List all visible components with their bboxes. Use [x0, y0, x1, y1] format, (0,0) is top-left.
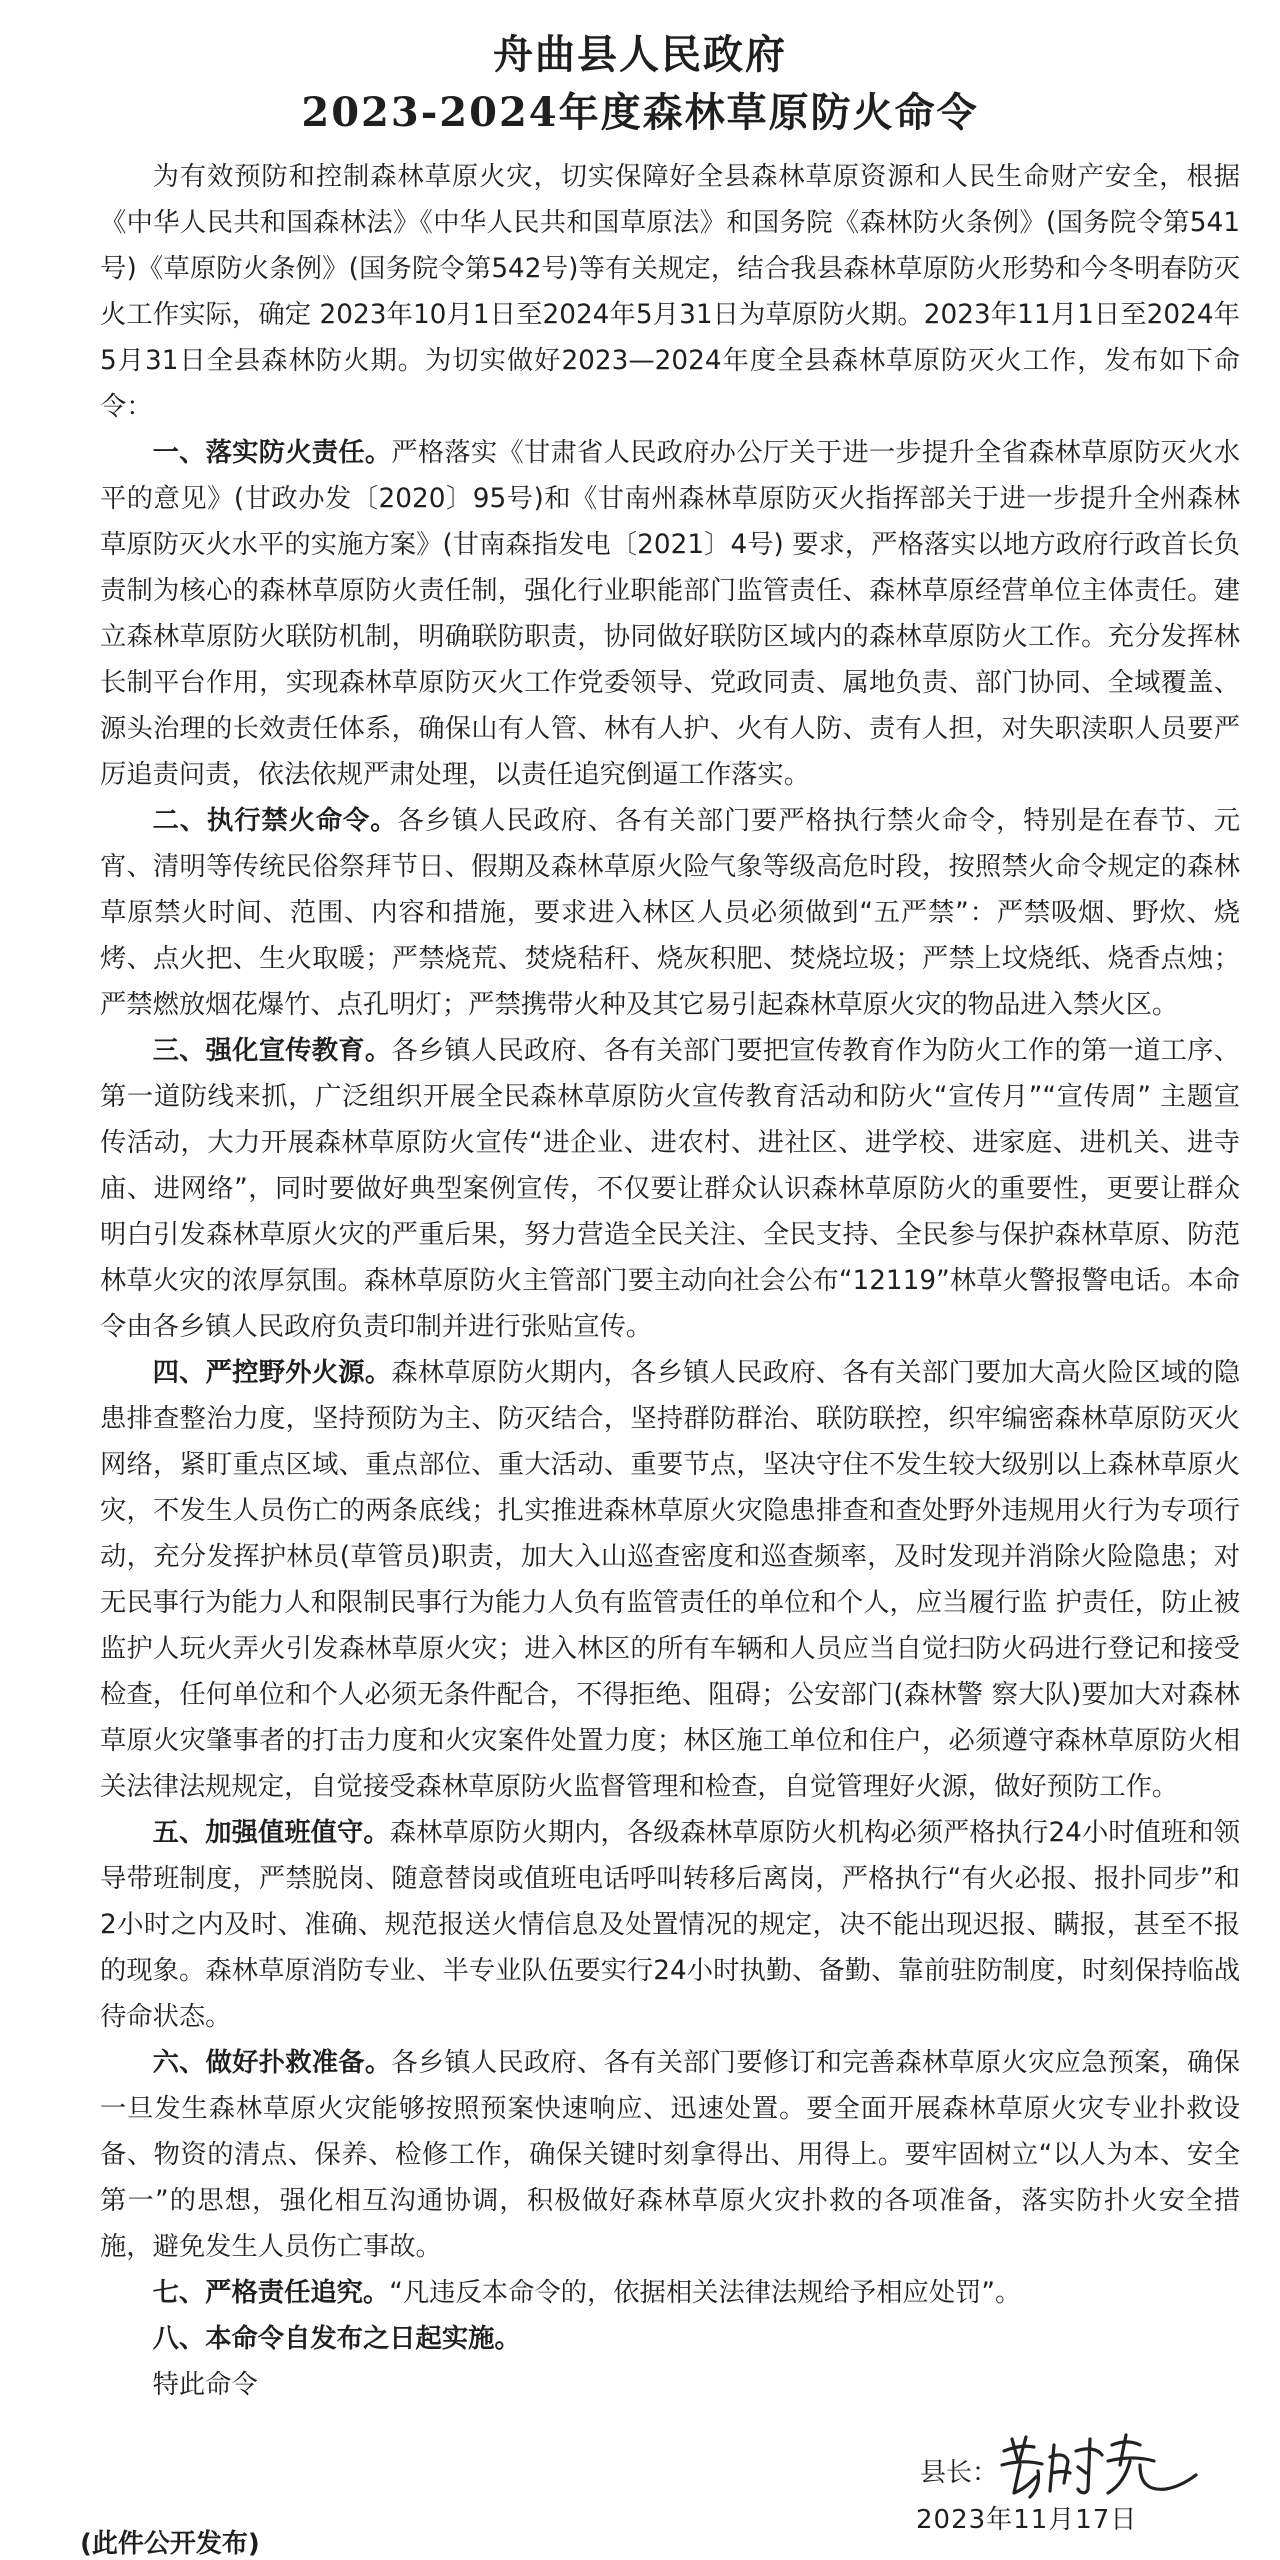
section-heading: 四、严控野外火源。 [152, 1358, 392, 1388]
section-paragraph [100, 2040, 1240, 2270]
section-heading: 一、落实防火责任。 [152, 438, 392, 468]
section-heading: 八、本命令自发布之日起实施。 [152, 2324, 521, 2354]
publish-note: (此件公开发布) [80, 2529, 260, 2559]
section-text: “凡违反本命令的，依据相关法律法规给予相应处罚”。 [389, 2278, 1022, 2308]
section-text: 森林草原防火期内，各级森林草原防火机构必须严格执行24小时值班和领导带班制度，严禁脱岗、随意替岗或值班电话呼叫转移后离岗，严格执行“有火必报、报扑同步”和2小时之内及时、准确、规范报送火情信息及处置情况的规定，决不能出现迟报、瞒报，甚至不报的现象。森林草原消防专业、半专业队伍要实行24小时执勤、备勤、靠前驻防制度，时刻保持临战待命状态。 [100, 1818, 1240, 2032]
section-text: 森林草原防火期内，各乡镇人民政府、各有关部门要加大高火险区域的隐患排查整治力度，坚持预防为主、防灭结合，坚持群防群治、联防联控，织牢编密森林草原防灭火网络，紧盯重点区域、重点部位、重大活动、重要节点，坚决守住不发生较大级别以上森林草原火灾，不发生人员伤亡的两条底线；扎实推进森林草原火灾隐患排查和查处野外违规用火行为专项行动，充分发挥护林员(草管员)职责，加大入山巡查密度和巡查频率，及时发现并消除火险隐患；对无民事行为能力人和限制民事行为能力人负有监管责任的单位和个人，应当履行监 护责任，防止被监护人玩火弄火引发森林草原火灾；进入林区的所有车辆和人员应当自觉扫防火码进行登记和接受检查，任何单位和个人必须无条件配合，不得拒绝、阻碍；公安部门(森林警 察大队)要加大对森林草原火灾肇事者的打击力度和火灾案件处置力度；林区施工单位和住户，必须遵守森林草原防火相关法律法规规定，自觉接受森林草原防火监督管理和检查，自觉管理好火源，做好预防工作。 [100, 1358, 1240, 1802]
issuer-title: 舟曲县人民政府 [493, 31, 787, 78]
signature-block [900, 2435, 1260, 2505]
section-paragraph [100, 2270, 1240, 2316]
section-heading: 二、执行禁火命令。 [152, 806, 398, 836]
section-paragraph [100, 1350, 1240, 1810]
section-paragraph [100, 2316, 1240, 2362]
intro-paragraph: 为有效预防和控制森林草原火灾，切实保障好全县森林草原资源和人民生命财产安全，根据《中华人民共和国森林法》《中华人民共和国草原法》和国务院《森林防火条例》(国务院令第541号)《草原防火条例》(国务院令第542号)等有关规定，结合我县森林草原防火形势和今冬明春防灭火工作实际，确定 2023年10月1日至2024年5月31日为草原防火期。2023年11月1日至2024年5月31日全县森林防火期。为切实做好2023—2024年度全县森林草原防灭火工作，发布如下命令： [100, 162, 1240, 422]
section-heading: 七、严格责任追究。 [152, 2278, 390, 2308]
section-paragraph [100, 1810, 1240, 2040]
section-heading: 五、加强值班值守。 [152, 1818, 390, 1848]
section-paragraph [100, 430, 1240, 798]
closing-line: 特此命令 [152, 2370, 258, 2400]
issue-date: 2023年11月17日 [916, 2505, 1138, 2535]
section-text: 各乡镇人民政府、各有关部门要把宣传教育作为防火工作的第一道工序、第一道防线来抓，广泛组织开展全民森林草原防火宣传教育活动和防火“宣传月”“宣传周” 主题宣传活动，大力开展森林草原防火宣传“进企业、进农村、进社区、进学校、进家庭、进机关、进寺庙、进网络”，同时要做好典型案例宣传，不仅要让群众认识森林草原防火的重要性，更要让群众明白引发森林草原火灾的严重后果，努力营造全民关注、全民支持、全民参与保护森林草原、防范林草火灾的浓厚氛围。森林草原防火主管部门要主动向社会公布“12119”林草火警报警电话。本命令由各乡镇人民政府负责印制并进行张贴宣传。 [100, 1036, 1240, 1342]
sections-container [100, 430, 1240, 2362]
document-title: 2023-2024年度森林草原防火命令 [301, 89, 979, 136]
signature-label: 县长： [920, 2458, 999, 2488]
section-heading: 三、强化宣传教育。 [152, 1036, 392, 1066]
section-text: 严格落实《甘肃省人民政府办公厅关于进一步提升全省森林草原防灭火水平的意见》(甘政办发〔2020〕95号)和《甘南州森林草原防灭火指挥部关于进一步提升全州森林草原防灭火水平的实施方案》(甘南森指发电〔2021〕4号) 要求，严格落实以地方政府行政首长负责制为核心的森林草原防火责任制，强化行业职能部门监管责任、森林草原经营单位主体责任。建立森林草原防火联防机制，明确联防职责，协同做好联防区域内的森林草原防火工作。充分发挥林长制平台作用，实现森林草原防灭火工作党委领导、党政同责、属地负责、部门协同、全域覆盖、源头治理的长效责任体系，确保山有人管、林有人护、火有人防、责有人担，对失职渎职人员要严厉追责问责，依法依规严肃处理，以责任追究倒逼工作落实。 [100, 438, 1240, 790]
section-text: 各乡镇人民政府、各有关部门要严格执行禁火命令，特别是在春节、元宵、清明等传统民俗祭拜节日、假期及森林草原火险气象等级高危时段，按照禁火命令规定的森林草原禁火时间、范围、内容和措施，要求进入林区人员必须做到“五严禁”：严禁吸烟、野炊、烧烤、点火把、生火取暖；严禁烧荒、焚烧秸秆、烧灰积肥、焚烧垃圾；严禁上坟烧纸、烧香点烛；严禁燃放烟花爆竹、点孔明灯；严禁携带火种及其它易引起森林草原火灾的物品进入禁火区。 [100, 806, 1241, 1020]
handwritten-signature [990, 2431, 1220, 2503]
section-text: 各乡镇人民政府、各有关部门要修订和完善森林草原火灾应急预案，确保一旦发生森林草原火灾能够按照预案快速响应、迅速处置。要全面开展森林草原火灾专业扑救设备、物资的清点、保养、检修工作，确保关键时刻拿得出、用得上。要牢固树立“以人为本、安全第一”的思想，强化相互沟通协调，积极做好森林草原火灾扑救的各项准备，落实防扑火安全措施，避免发生人员伤亡事故。 [100, 2048, 1240, 2262]
document-body [100, 154, 1240, 2408]
section-heading: 六、做好扑救准备。 [152, 2048, 392, 2078]
section-paragraph [100, 1028, 1240, 1350]
section-paragraph [100, 798, 1240, 1028]
